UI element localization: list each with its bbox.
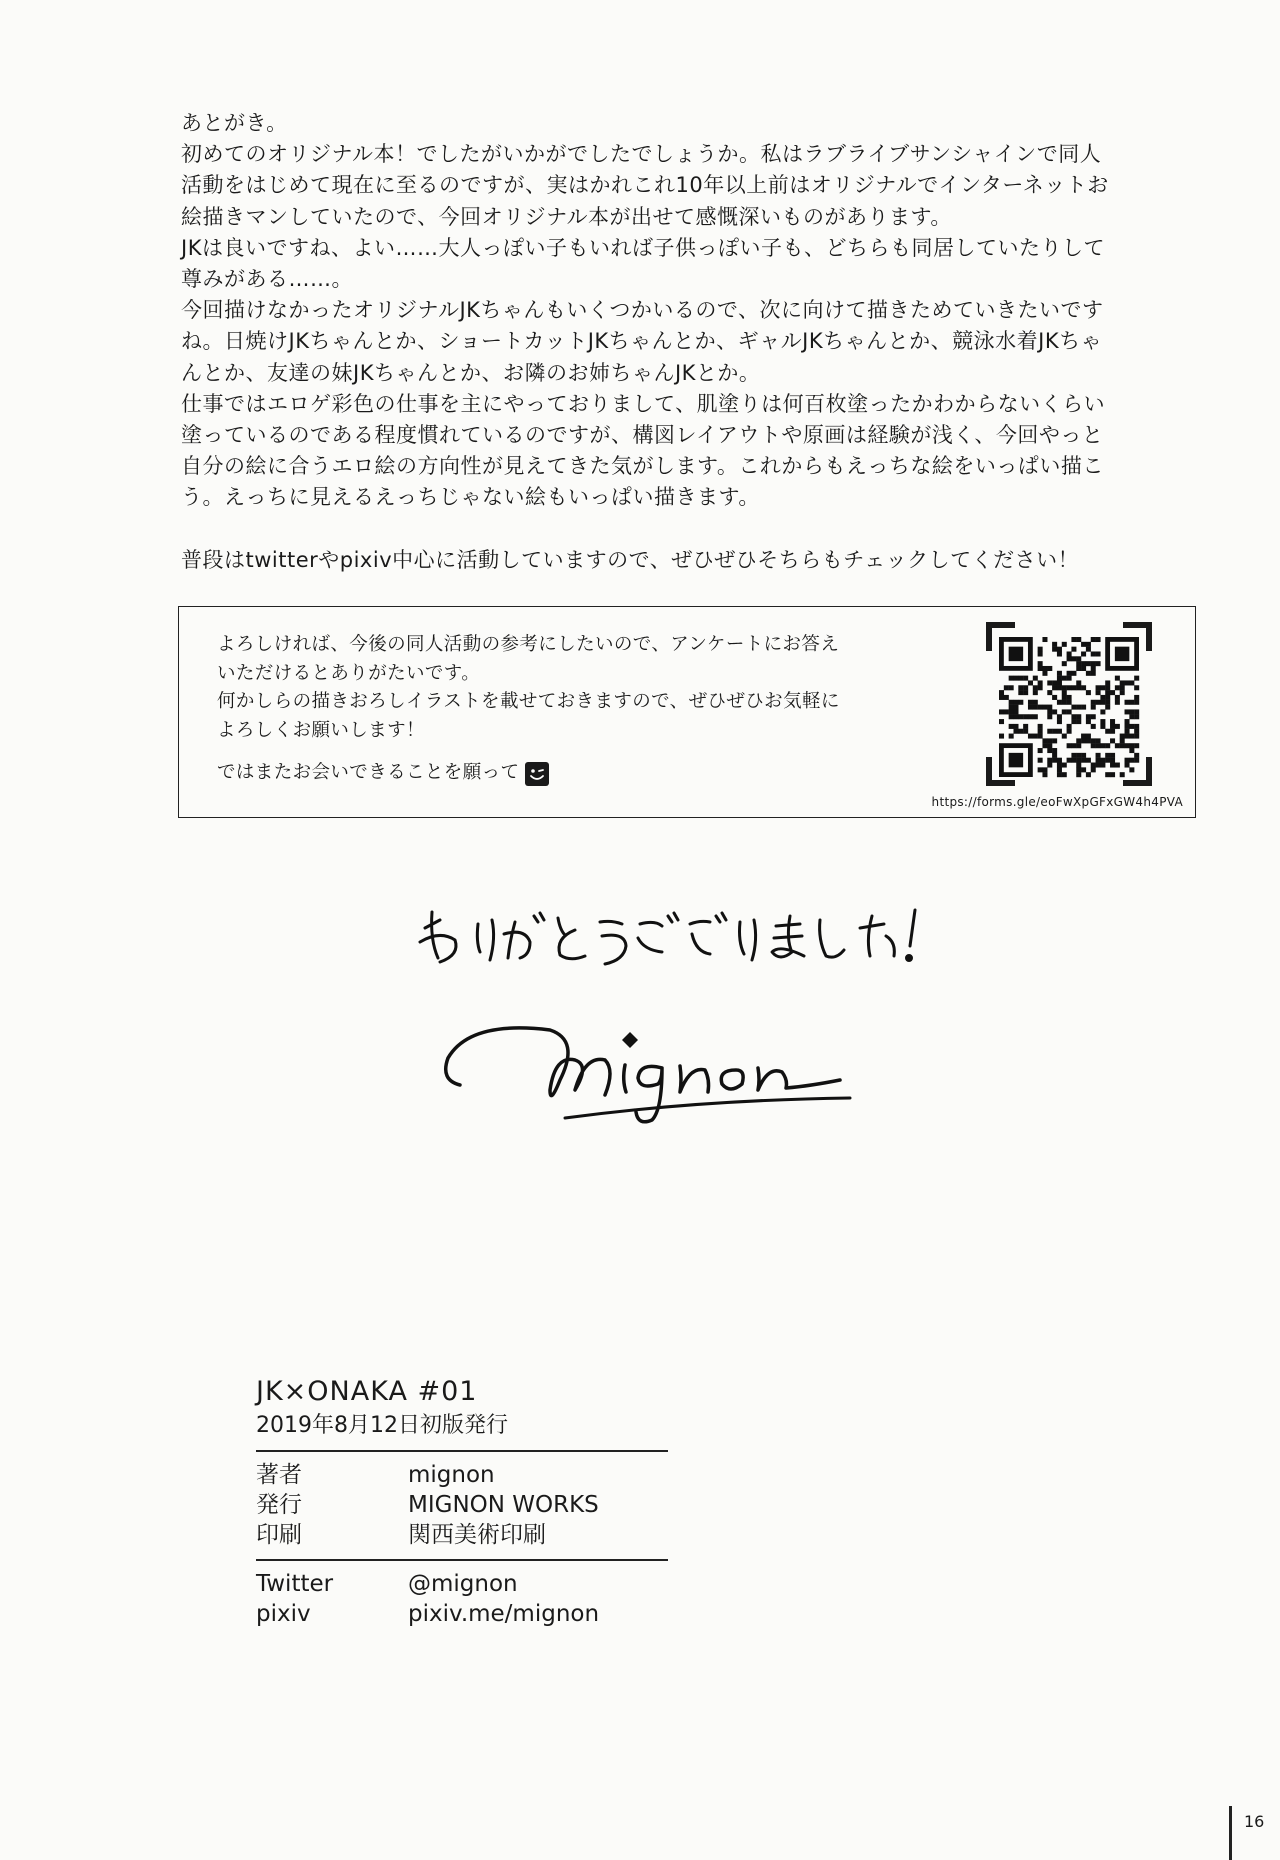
afterword-line: んとか、友達の妹JKちゃんとか、お隣のお姉ちゃんJKとか。 — [181, 360, 761, 385]
twitter-handle[interactable]: @mignon — [408, 1571, 518, 1597]
page-number: 16 — [1244, 1812, 1265, 1831]
survey-box — [178, 606, 1196, 818]
afterword-line: ね。日焼けJKちゃんとか、ショートカットJKちゃんとか、ギャルJKちゃんとか、競泳水着JKちゃ — [181, 329, 1103, 354]
afterword — [181, 108, 1181, 576]
afterword-line: 塗っているのである程度慣れているのですが、構図レイアウトや原画は経験が浅く、今回やっと — [181, 423, 1104, 448]
survey-closing-text: ではまたお会いできることを願って — [217, 762, 520, 784]
link-key: Twitter — [256, 1571, 334, 1597]
credit-row — [256, 1520, 668, 1550]
afterword-line: 初めてのオリジナル本！でしたがいかがでしたでしょうか。私はラブライブサンシャインで同人 — [181, 142, 1102, 167]
afterword-line: JKは良いですね、よい……大人っぽい子もいれば子供っぽい子も、どちらも同居していたりして — [181, 235, 1105, 260]
afterword-line: 絵描きマンしていたので、今回オリジナル本が出せて感慨深いものがあります。 — [181, 204, 952, 229]
afterword-line: 今回描けなかったオリジナルJKちゃんもいくつかいるので、次に向けて描きためていきたいです — [181, 298, 1104, 323]
wink-smile-icon — [525, 762, 549, 786]
book-title: JK×ONAKA #01 — [256, 1376, 478, 1407]
page-number-mark — [1229, 1806, 1232, 1860]
survey-closing — [217, 759, 840, 788]
credit-value: mignon — [408, 1462, 495, 1488]
divider — [256, 1559, 668, 1561]
afterword-line: 仕事ではエロゲ彩色の仕事を主にやっておりまして、肌塗りは何百枚塗ったかわからないくらい — [181, 391, 1106, 416]
credit-value: MIGNON WORKS — [408, 1492, 599, 1518]
pixiv-link[interactable]: pixiv.me/mignon — [408, 1601, 600, 1627]
credit-value: 関西美術印刷 — [408, 1522, 546, 1548]
afterword-line: 尊みがある……。 — [181, 267, 353, 292]
credit-key: 発行 — [256, 1492, 302, 1518]
survey-line: よろしくお願いします！ — [217, 719, 425, 741]
survey-line: 何かしらの描きおろしイラストを載せておきますので、ぜひぜひお気軽に — [217, 691, 840, 713]
survey-line: よろしければ、今後の同人活動の参考にしたいので、アンケートにお答え — [217, 634, 840, 655]
credit-row — [256, 1460, 668, 1490]
link-row — [256, 1569, 668, 1599]
credit-key: 著者 — [256, 1462, 302, 1488]
survey-text — [217, 631, 840, 788]
afterword-line: 活動をはじめて現在に至るのですが、実はかれこれ10年以上前はオリジナルでインターネットお — [181, 173, 1109, 198]
publication-date: 2019年8月12日初版発行 — [256, 1413, 508, 1438]
survey-url[interactable]: https://forms.gle/eoFwXpGFxGW4h4PVA — [931, 795, 1183, 809]
qr-code[interactable] — [985, 621, 1153, 787]
afterword-line: あとがき。 — [181, 111, 288, 135]
handwritten-thanks-signature — [400, 880, 980, 1130]
social-line: 普段はtwitterやpixiv中心に活動していますので、ぜひぜひそちらもチェックしてください！ — [181, 547, 1080, 572]
colophon — [256, 1375, 668, 1629]
survey-line: いただけるとありがたいです。 — [217, 662, 481, 684]
divider — [256, 1450, 668, 1452]
afterword-line: 自分の絵に合うエロ絵の方向性が見えてきた気がします。これからもえっちな絵をいっぱい描こ — [181, 454, 1104, 479]
credit-key: 印刷 — [256, 1522, 302, 1548]
afterword-line: う。えっちに見えるえっちじゃない絵もいっぱい描きます。 — [181, 485, 760, 510]
link-row — [256, 1599, 668, 1629]
link-key: pixiv — [256, 1601, 311, 1627]
credit-row — [256, 1490, 668, 1520]
